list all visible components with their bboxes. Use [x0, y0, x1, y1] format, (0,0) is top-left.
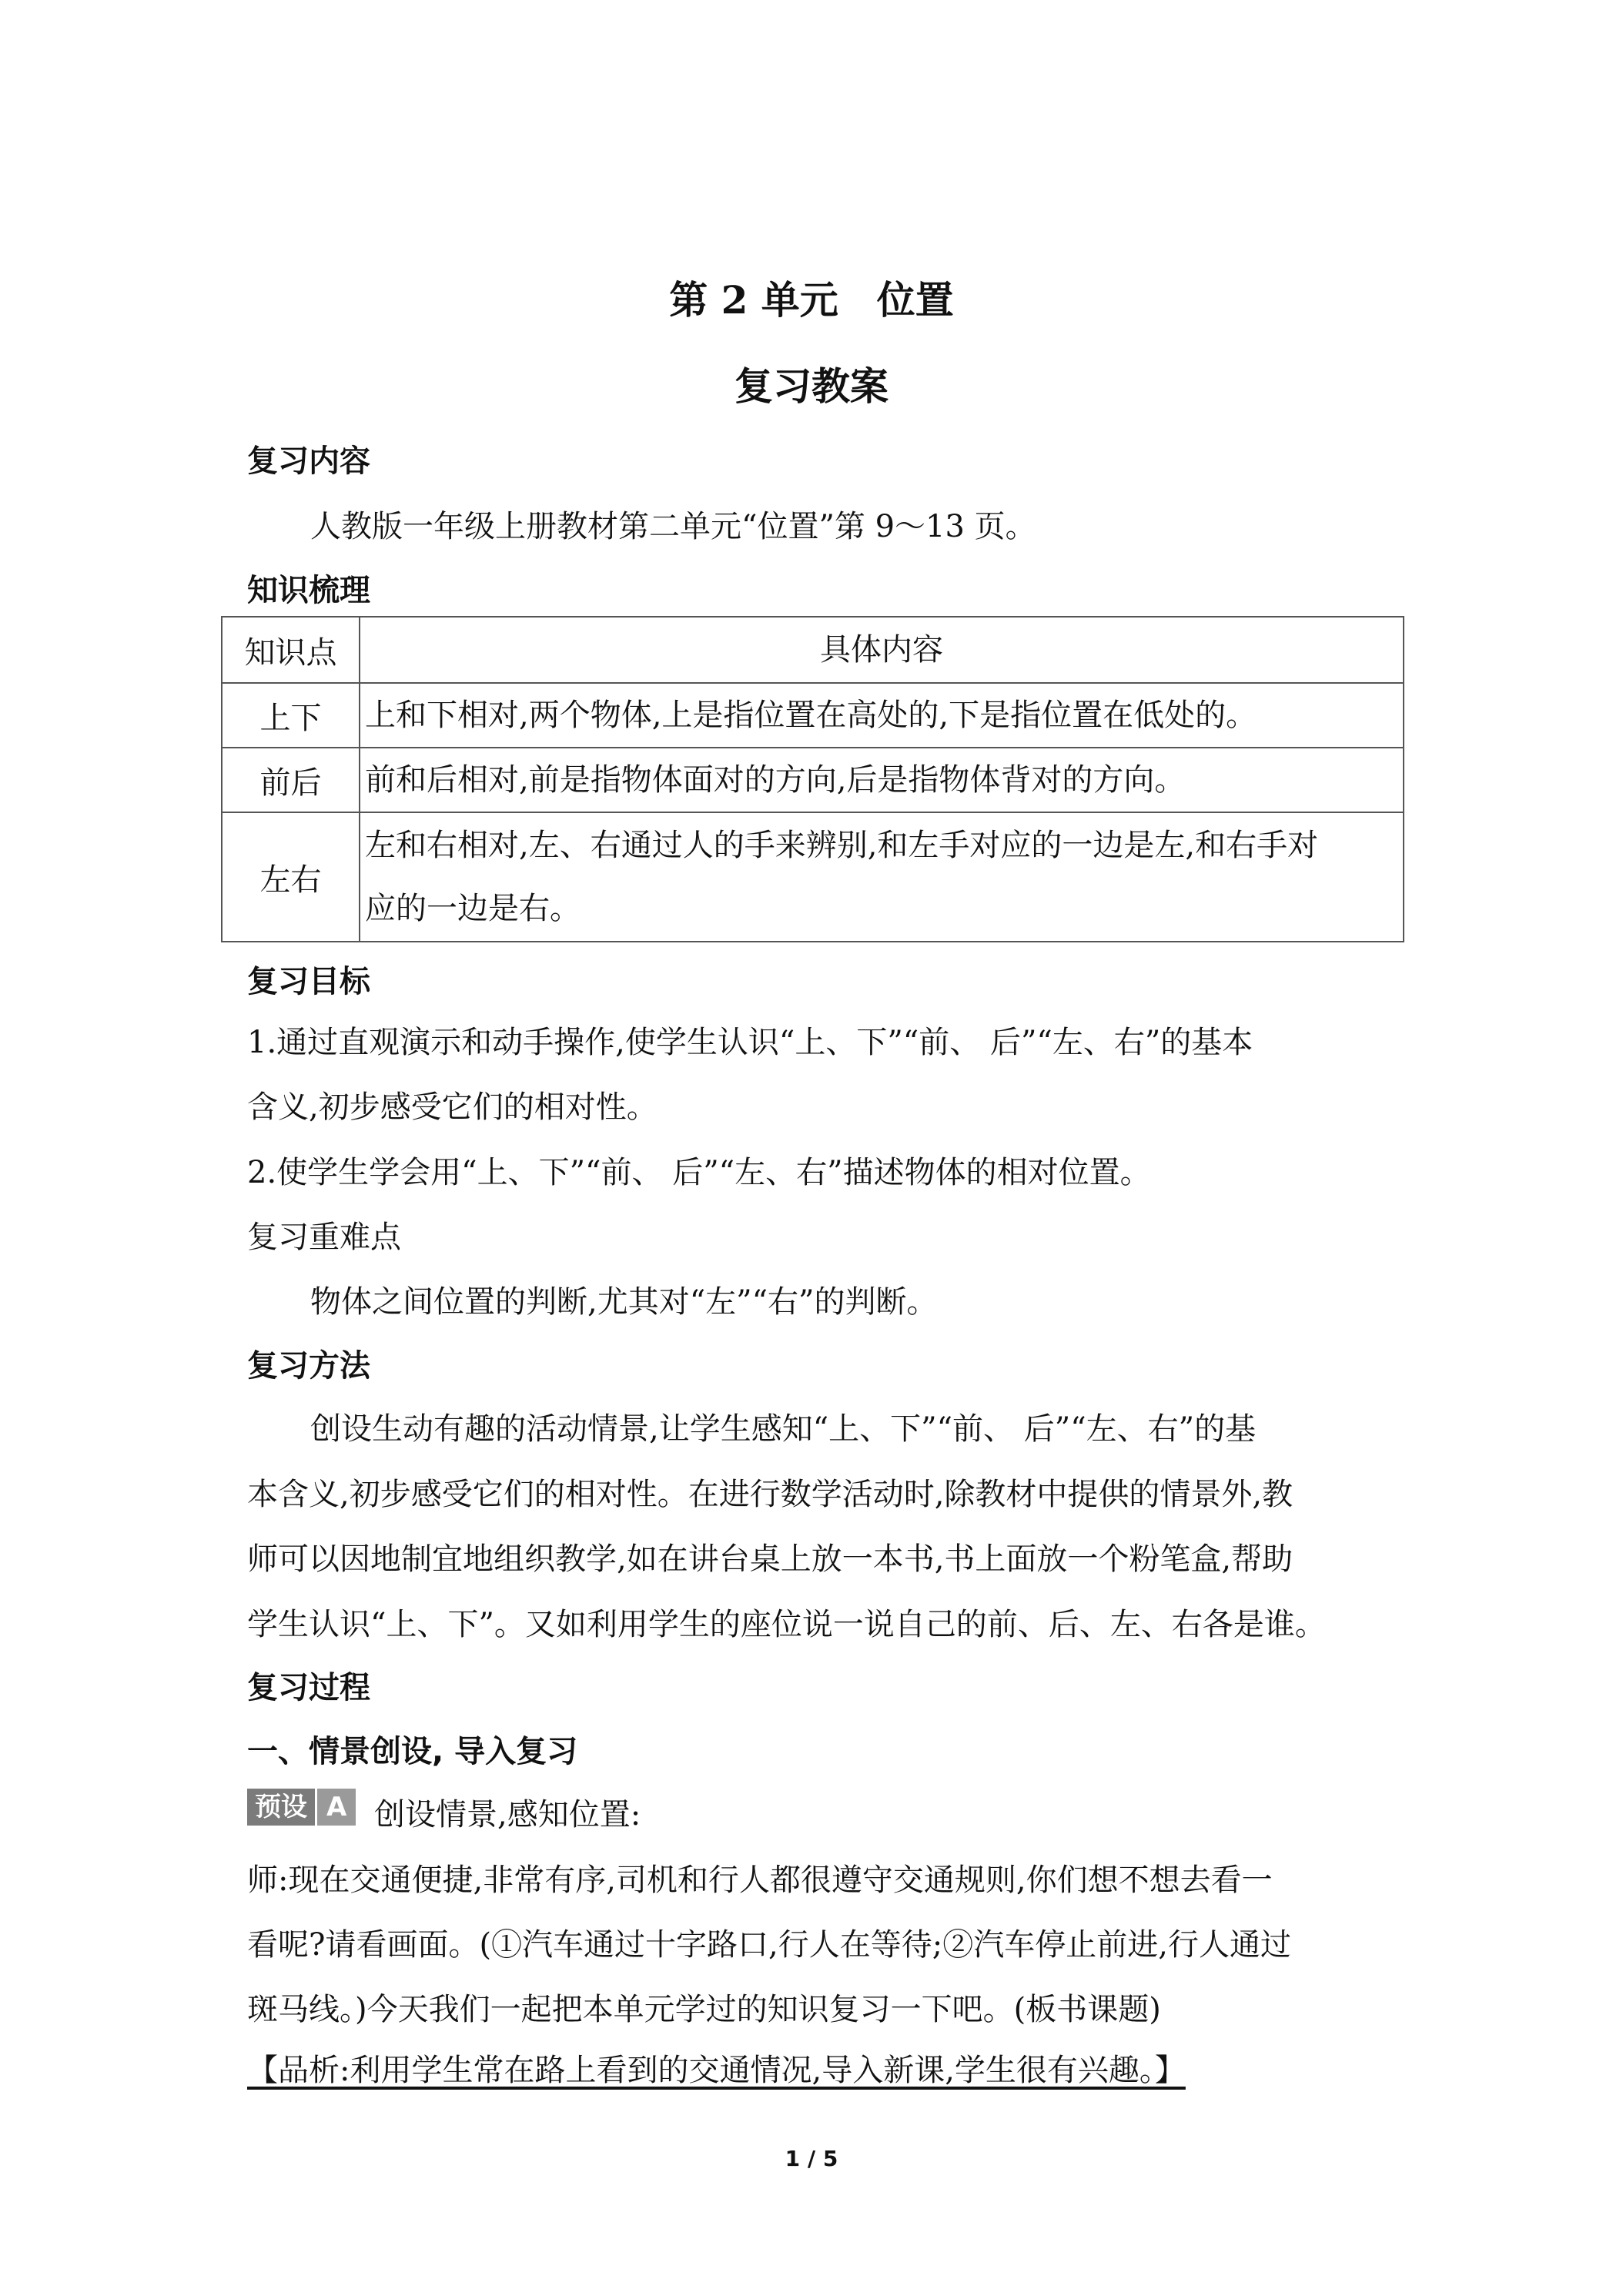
table-cell-content: 前和后相对,前是指物体面对的方向,后是指物体背对的方向。 — [360, 748, 1404, 812]
analysis-note: 【品析:利用学生常在路上看到的交通情况,导入新课,学生很有兴趣。】 — [247, 2053, 1186, 2088]
table-cell-content — [360, 812, 1404, 942]
page-number: 1 / 5 — [785, 2146, 838, 2171]
goals-heading: 复习目标 — [247, 964, 370, 999]
preset-text: 创设情景,感知位置: — [374, 1797, 641, 1832]
preset-badge-letter: A — [317, 1789, 356, 1826]
review-content-text: 人教版一年级上册教材第二单元“位置”第 9～13 页。 — [310, 509, 1036, 544]
goals-line: 1.通过直观演示和动手操作,使学生认识“上、下”“前、 后”“左、右”的基本 — [247, 1025, 1253, 1060]
knowledge-heading: 知识梳理 — [247, 573, 370, 608]
table-row — [222, 812, 1404, 942]
table-cell-line: 左和右相对,左、右通过人的手来辨别,和左手对应的一边是左,和右手对 — [365, 828, 1319, 863]
difficulty-heading: 复习重难点 — [247, 1220, 401, 1255]
table-cell-topic: 左右 — [222, 812, 360, 942]
teacher-line: 看呢?请看画面。(①汽车通过十字路口,行人在等待;②汽车停止前进,行人通过 — [247, 1927, 1291, 1963]
part1-heading: 一、情景创设, 导入复习 — [247, 1734, 578, 1769]
page-title: 第 2 单元 位置 — [669, 277, 954, 323]
method-line: 学生认识“上、下”。又如利用学生的座位说一说自己的前、后、左、右各是谁。 — [247, 1607, 1326, 1642]
method-heading: 复习方法 — [247, 1348, 370, 1384]
table-header-cell: 知识点 — [222, 617, 360, 683]
table-cell-content: 上和下相对,两个物体,上是指位置在高处的,下是指位置在低处的。 — [360, 683, 1404, 748]
page-subtitle: 复习教案 — [735, 363, 888, 409]
goals-line: 含义,初步感受它们的相对性。 — [247, 1089, 658, 1125]
method-line: 师可以因地制宜地组织教学,如在讲台桌上放一本书,书上面放一个粉笔盒,帮助 — [247, 1541, 1293, 1577]
table-cell-topic: 前后 — [222, 748, 360, 812]
table-row — [222, 683, 1404, 748]
review-content-heading: 复习内容 — [247, 443, 370, 479]
preset-badge — [247, 1789, 356, 1826]
method-line: 创设生动有趣的活动情景,让学生感知“上、下”“前、 后”“左、右”的基 — [310, 1411, 1257, 1447]
method-line: 本含义,初步感受它们的相对性。在进行数学活动时,除教材中提供的情景外,教 — [247, 1477, 1293, 1512]
goals-line: 2.使学生学会用“上、下”“前、 后”“左、右”描述物体的相对位置。 — [247, 1155, 1151, 1190]
table-header-cell: 具体内容 — [360, 617, 1404, 683]
preset-badge-label: 预设 — [247, 1789, 315, 1826]
process-heading: 复习过程 — [247, 1670, 370, 1705]
teacher-line: 斑马线。)今天我们一起把本单元学过的知识复习一下吧。(板书课题) — [247, 1992, 1161, 2027]
table-cell-topic: 上下 — [222, 683, 360, 748]
difficulty-text: 物体之间位置的判断,尤其对“左”“右”的判断。 — [310, 1284, 938, 1320]
table-header-row — [222, 617, 1404, 683]
knowledge-table — [221, 616, 1404, 942]
table-row — [222, 748, 1404, 812]
teacher-line: 师:现在交通便捷,非常有序,司机和行人都很遵守交通规则,你们想不想去看一 — [247, 1863, 1273, 1898]
table-cell-line: 应的一边是右。 — [365, 891, 581, 926]
